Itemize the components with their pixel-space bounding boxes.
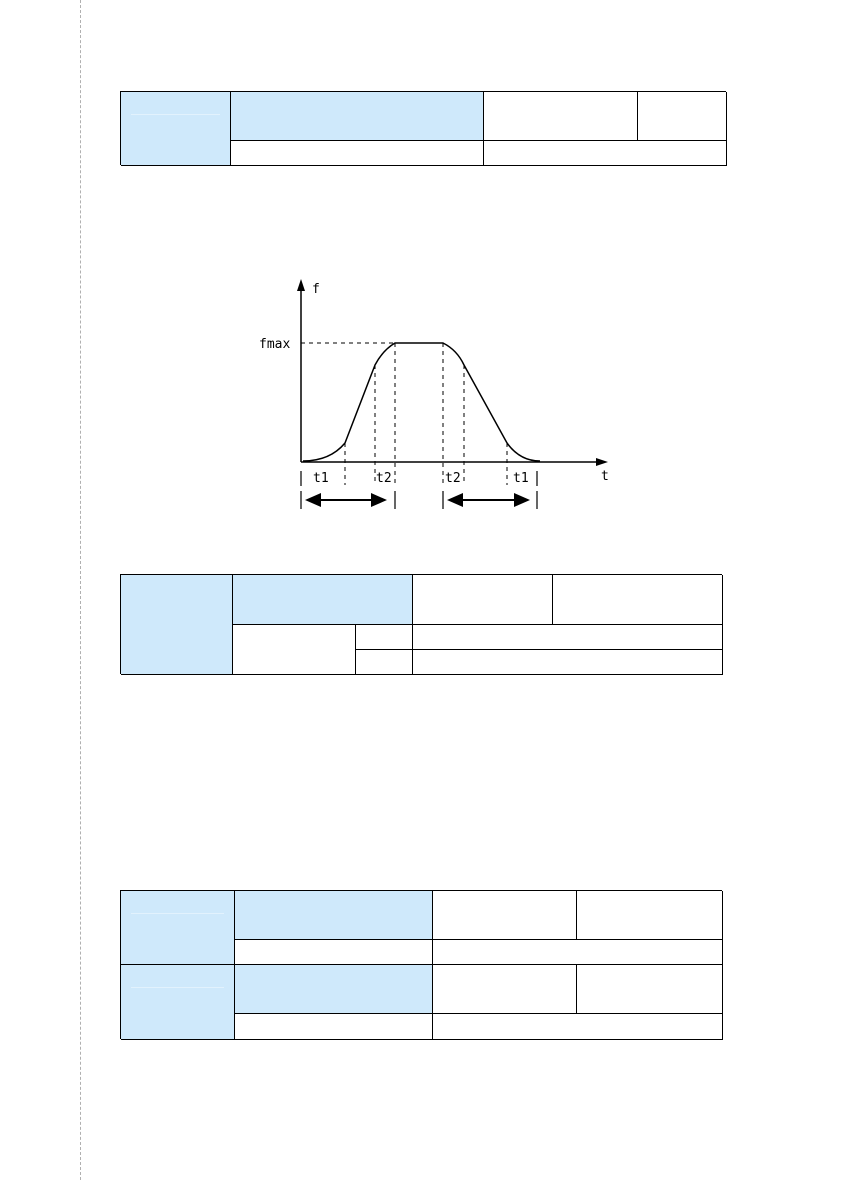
factory-default-cell — [433, 891, 577, 940]
parameter-table-2 — [120, 574, 722, 674]
arrowhead-right — [514, 493, 530, 507]
option-description-cell — [413, 650, 723, 675]
interval-label-t1-right: t1 — [513, 471, 529, 486]
setting-range-label-cell — [233, 625, 356, 675]
interval-label-t1-left: t1 — [313, 471, 329, 486]
option-description-cell — [413, 625, 723, 650]
setting-range-label-cell — [231, 141, 484, 166]
change-cell — [553, 575, 723, 625]
y-axis-label: f — [312, 282, 320, 297]
arrowhead-left — [447, 493, 463, 507]
change-cell — [638, 92, 727, 141]
arrowhead-right — [371, 493, 387, 507]
fmax-label: fmax — [259, 337, 291, 352]
setting-range-label-cell — [235, 1014, 433, 1040]
x-axis-label: t — [601, 469, 609, 484]
s-curve — [303, 343, 540, 461]
parameter-code-cell — [121, 92, 231, 166]
parameter-table-3 — [120, 890, 722, 1039]
parameter-name-cell — [231, 92, 484, 141]
parameter-code-cell — [121, 891, 235, 965]
change-cell — [577, 891, 723, 940]
arrowhead-left — [305, 493, 321, 507]
interval-label-t2-left: t2 — [376, 471, 392, 486]
parameter-table-1 — [120, 91, 726, 165]
parameter-name-cell — [235, 965, 433, 1014]
factory-default-cell — [413, 575, 553, 625]
option-code-cell — [356, 625, 413, 650]
s-curve-acceleration-figure — [250, 255, 630, 517]
parameter-name-cell — [233, 575, 413, 625]
y-axis-arrow — [297, 279, 305, 291]
setting-range-value-cell — [484, 141, 727, 166]
option-code-cell — [356, 650, 413, 675]
binding-margin-line — [80, 0, 81, 1180]
parameter-code-cell — [121, 575, 233, 675]
factory-default-cell — [484, 92, 638, 141]
parameter-name-cell — [235, 891, 433, 940]
setting-range-label-cell — [235, 940, 433, 965]
change-cell — [577, 965, 723, 1014]
x-axis-arrow — [596, 458, 608, 466]
setting-range-value-cell — [433, 1014, 723, 1040]
parameter-code-cell — [121, 965, 235, 1040]
factory-default-cell — [433, 965, 577, 1014]
interval-label-t2-right: t2 — [445, 471, 461, 486]
setting-range-value-cell — [433, 940, 723, 965]
